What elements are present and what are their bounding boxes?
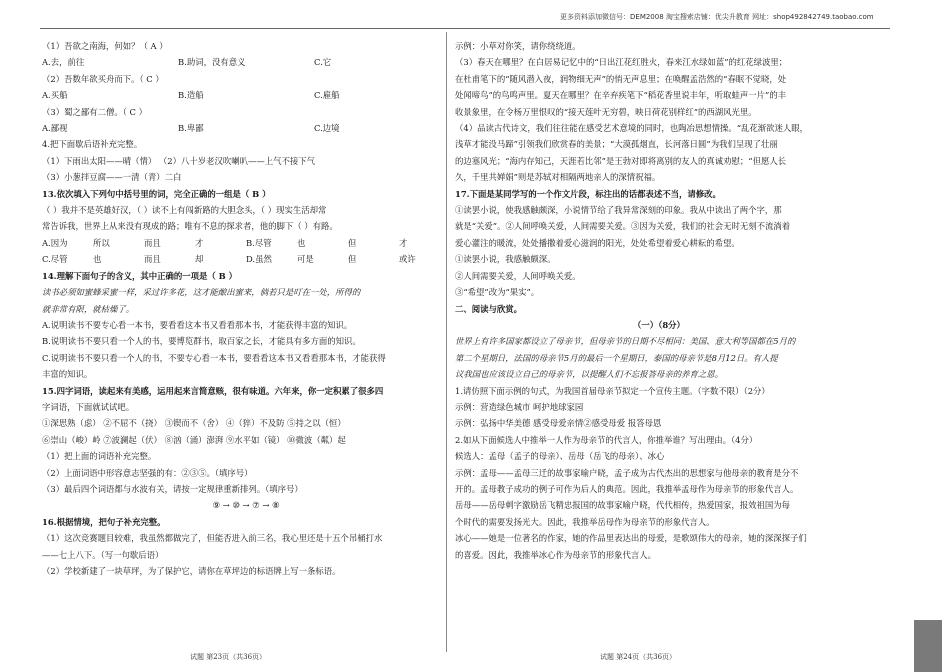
- option-cell: 但: [348, 237, 357, 248]
- text-line: 读书必须如蜜蜂采蜜一样，采过许多花，这才能酿出蜜来，倘若只是叮在一处，所得的: [42, 287, 361, 298]
- text-line: （1）下雨出太阳——晴（情） （2）八十岁老汉吹喇叭——上气不接下气: [42, 155, 315, 166]
- text-line: B.说明读书不要只看一个人的书，要博览群书，取百家之长，才能具有多方面的知识。: [42, 336, 361, 347]
- option-cell: 而且: [144, 254, 161, 265]
- text-line: 处闻啼鸟”的鸟鸣声里。夏天在哪里？在辛弃疾笔下“稻花香里说丰年，听取蛙声一片”的丰: [455, 90, 787, 101]
- option-cell: 也: [297, 237, 306, 248]
- text-line: ①读罢小说，我感触颇深。: [455, 254, 556, 265]
- option-cell: 也: [93, 254, 102, 265]
- text-line: 在杜甫笔下的“随风潜入夜，润物细无声”的悄无声息里；在唤醒孟浩然的“春眠不觉晓，处: [455, 73, 787, 84]
- option-cell: B.造船: [178, 90, 204, 101]
- option-cell: 却: [195, 254, 204, 265]
- text-line: 二、阅读与欣赏。: [455, 303, 522, 314]
- text-line: （2）上面词语中形容意志坚强的有：②③⑤。（填序号）: [42, 467, 253, 478]
- option-row: [42, 235, 450, 251]
- text-line: 示例：营造绿色城市 呵护地球家园: [455, 401, 584, 412]
- option-cell: C.边境: [314, 123, 340, 134]
- text-line: ①读罢小说，使我感触颇深，小说情节给了我异常深刻的印象。我从中读出了两个字，那: [455, 205, 782, 216]
- option-cell: 所以: [93, 237, 110, 248]
- scrollbar-thumb[interactable]: [914, 620, 942, 672]
- text-line: （一）（8分）: [633, 319, 685, 330]
- text-line: 14.理解下面句子的含义，其中正确的一项是（ B ）: [42, 270, 237, 281]
- text-line: （4）品读古代诗文，我们往往能在感受艺术意境的同时，也陶冶思想情操。“乱花渐欲迷人眼，: [455, 123, 808, 134]
- text-line: （3）小葱拌豆腐——一清（青）二白: [42, 172, 182, 183]
- option-cell: A.因为: [42, 237, 68, 248]
- text-line: （1）这次竞赛题目较难，我虽然都做完了，但能否进入前三名，我心里还是十五个吊桶打水: [42, 533, 383, 544]
- text-line: （2）吾数年欲买舟而下。（ C ）: [42, 73, 164, 84]
- text-line: （1）把上面的词语补充完整。: [42, 451, 157, 462]
- text-line: （1）吾欲之南海，何如？（ A ）: [42, 41, 168, 51]
- footer-right: 试题 第24页（共36页）: [600, 653, 677, 661]
- text-line: ⑥崇山（峻）岭 ⑦波澜起（伏） ⑧汹（涌）澎湃 ⑨水平如（镜） ⑩微波（粼）起: [42, 434, 346, 445]
- option-cell: C.雇船: [314, 90, 340, 101]
- text-line: 议我国也应该设立自己的母亲节，以提醒人们不忘报答母亲的养育之恩。: [455, 369, 723, 380]
- text-line: 的边塞风光；“海内存知己，天涯若比邻”是王勃对即将离别的友人的真诚劝慰；“但愿人长: [455, 155, 787, 166]
- text-line: 候选人：孟母（孟子的母亲）、岳母（岳飞的母亲）、冰心: [455, 451, 665, 462]
- text-line: 就是“关爱”。②人间呼唤关爱，人间需要关爱。③因为关爱，我们的社会无时无刻不流淌着: [455, 221, 791, 232]
- text-line: 常告诉我，世界上从来没有现成的路；唯有不息的探求者，他的脚下（ ）有路。: [42, 221, 338, 232]
- text-line: 13.依次填入下列句中括号里的词，完全正确的一组是（ B ）: [42, 188, 271, 199]
- text-line: ②人间需要关爱，人间呼唤关爱。: [455, 270, 581, 281]
- text-line: （3）春天在哪里？在白居易记忆中的“日出江花红胜火，春来江水绿如蓝”的红花绿波里；: [455, 57, 788, 68]
- option-cell: A.去，前往: [42, 57, 85, 68]
- option-cell: B.助词，没有意义: [178, 57, 246, 68]
- footer-left: 试题 第23页（共36页）: [190, 653, 267, 661]
- text-line: 收景象里，在令杨万里恨叹的“接天莲叶无穷碧，映日荷花别样红”的西湖风光里。: [455, 106, 757, 117]
- text-line: （3）最后四个词语都与水波有关，请按一定规律重新排列。（填序号）: [42, 483, 303, 494]
- option-row: [42, 87, 450, 103]
- text-line: 浅草才能没马蹄”引领我们欣赏春的美景；“大漠孤烟直，长河落日圆”为我们呈现了壮丽: [455, 139, 778, 150]
- right-column: [455, 38, 863, 563]
- option-cell: 才: [399, 237, 408, 248]
- text-line: 丰富的知识。: [42, 369, 93, 380]
- text-line: 爱心灌注的暖流，处处播撒着爱心滋润的阳光，处处希望着爱心耕耘的希望。: [455, 237, 740, 248]
- text-line: 17.下面是某同学写的一个作文片段，标注出的话都表述不当，请修改。: [455, 188, 721, 199]
- text-line: 冰心——她是一位著名的作家，她的作品里表达出的母爱，是歌颂伟大的母亲，她的深深探子们: [455, 533, 807, 544]
- text-line: 示例：孟母——孟母三迁的故事家喻户晓，孟子成为古代杰出的思想家与他母亲的教育是分不: [455, 467, 799, 478]
- text-line: 2.如从下面候选人中推举一人作为母亲节的代言人，你推举谁？写出理由。（4分）: [455, 434, 758, 445]
- left-column: [42, 38, 450, 579]
- text-line: （2）学校新建了一块草坪，为了保护它，请你在草坪边的标语牌上写一条标语。: [42, 566, 341, 576]
- option-cell: 但: [348, 254, 357, 265]
- text-line: ⑨ → ⑩ → ⑦ → ⑧: [212, 500, 280, 511]
- text-line: （3）蜀之鄙有二僧。（ C ）: [42, 106, 147, 117]
- page-header: 更多资料添加微信号：DEM2008 淘宝搜索店铺：优尖升教育 网址：shop492842749.taobao.com: [560, 13, 874, 21]
- option-row: [42, 120, 450, 136]
- option-cell: 可是: [297, 254, 314, 265]
- text-line: 4.把下面歇后语补充完整。: [42, 139, 143, 150]
- option-cell: A.鄙视: [42, 123, 68, 134]
- text-line: 世界上有许多国家都设立了母亲节，但母亲节的日期不尽相同：美国、意大利等国都在5月的: [455, 336, 796, 347]
- header-rule: [40, 28, 890, 29]
- option-cell: B.卑鄙: [178, 123, 204, 134]
- text-line: 的喜爱。因此，我推举冰心作为母亲节的形象代言人。: [455, 549, 656, 560]
- option-cell: D.虽然: [246, 254, 272, 265]
- text-line: ——七上八下。（写一句歇后语）: [42, 549, 164, 560]
- text-line: 第二个星期日，法国的母亲节5月的最后一个星期日，泰国的母亲节是8月12日。有人提: [455, 352, 778, 363]
- option-cell: C.它: [314, 57, 332, 68]
- option-cell: C.尽管: [42, 254, 68, 265]
- option-cell: 或许: [399, 254, 416, 265]
- option-cell: 而且: [144, 237, 161, 248]
- option-row: [42, 54, 450, 70]
- text-line: 岳母——岳母刺字激励岳飞精忠报国的故事家喻户晓，代代相传，热爱国家，报效祖国为每: [455, 500, 790, 511]
- text-line: ③“希望”改为“果实”。: [455, 287, 540, 298]
- text-line: 1.请仿照下面示例的句式，为我国首届母亲节拟定一个宣传主题。（字数不限）（2分）: [455, 385, 770, 396]
- option-row: [42, 251, 450, 267]
- option-cell: 才: [195, 237, 204, 248]
- option-cell: A.买船: [42, 90, 68, 101]
- text-line: 示例：小草对你笑，请你绕绕道。: [455, 41, 581, 51]
- text-line: （ ）我并不是英雄好汉，（ ）读不上有闯新路的大胆念头，（ ）现实生活却常: [42, 205, 327, 216]
- text-line: 16.根据情境，把句子补充完整。: [42, 516, 166, 527]
- text-line: 示例：弘扬中华美德 感受母爱亲情②感受母爱 报答母恩: [455, 418, 662, 429]
- text-line: 字词语，下面就试试吧。: [42, 401, 135, 412]
- option-cell: B.尽管: [246, 237, 272, 248]
- text-line: 久，千里共婵娟”则是苏轼对相隔两地亲人的深情祝福。: [455, 172, 661, 183]
- text-line: 15.四字词语，读起来有美感，运用起来言简意赅，很有味道。六年来，你一定积累了很多四: [42, 385, 384, 396]
- text-line: A.说明读书不要专心看一本书，要看看这本书又看看那本书，才能获得丰富的知识。: [42, 319, 353, 330]
- text-line: C.说明读书不要只看一个人的书，不要专心看一本书，要看看这本书又看看那本书，才能获得: [42, 352, 386, 363]
- text-line: 开的。孟母教子成功的例子可作为后人的典范。因此，我推举孟母作为母亲节的形象代言人。: [455, 483, 799, 494]
- text-line: 就非常有限，就枯燥了。: [42, 303, 135, 314]
- text-line: 个时代的需要发扬光大。因此，我推举岳母作为母亲节的形象代言人。: [455, 516, 715, 527]
- text-line: ①深思熟（虑） ②不屈不（挠） ③锲而不（舍） ④（猝）不及防 ⑤持之以（恒）: [42, 418, 346, 429]
